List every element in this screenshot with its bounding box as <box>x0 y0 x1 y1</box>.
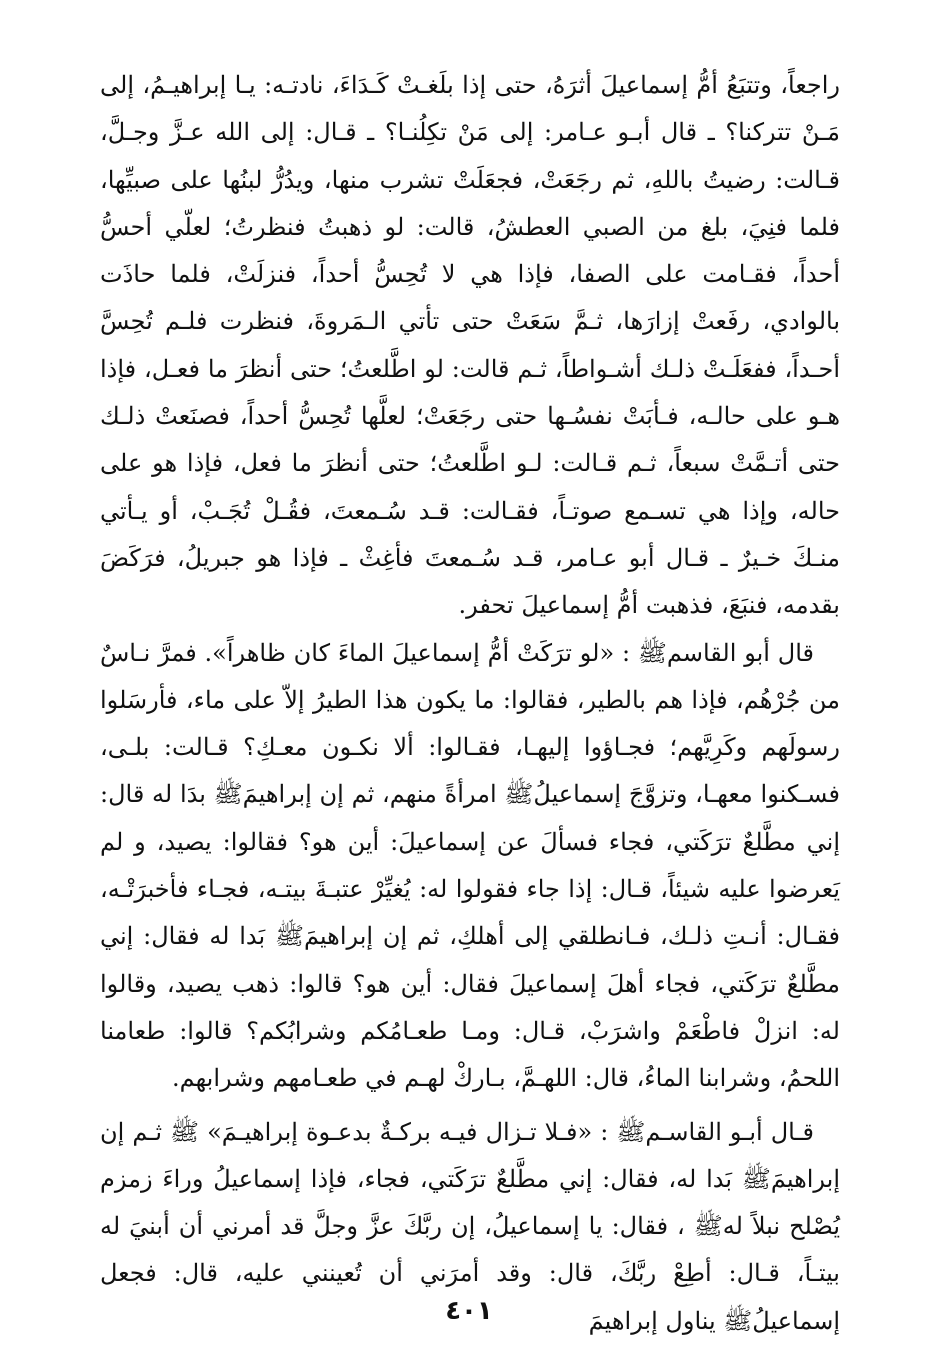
paragraph-1: راجعاً، وتتبَعُ أمُّ إسماعيلَ أثرَهُ، حتى إذا بلَغـتْ كَـدَاءَ، نادتـه: يـا إبراهيـمُ، إلى مَـنْ تتركنا؟ ـ قال أبـو عـامر: إلى مَنْ تكِلُنـا؟ ـ قـال: إلى الله عـزَّ وجـلَّ، قـالت: رضيتُ باللهِ، ثم رجَعَتْ، فجعَلَتْ تشرب منها، ويدُرُّ لبنُها على صبيِّها، فلما فنِيَ، بلغ من الصبي العطشُ، قالت: لو ذهبتُ فنظرتُ؛ لعلّي أحسُّ أحداً، فقـامت على الصفا، فإذا هي لا تُحِسُّ أحداً، فنزلَتْ، فلما حاذَت بالوادي، رفَعتْ إزارَها، ثـمَّ سَعَتْ حتى تأتي الـمَروةَ، فنظرت فلـم تُحِسَّ أحـداً، ففعَلَـتْ ذلـك أشـواطاً، ثـم قالت: لو اطَّلعتُ؛ حتى أنظرَ ما فعـل، فإذا هـو على حالـه، فـأبَتْ نفسُـها حتى رجَعَتْ؛ لعلَّها تُحِسُّ أحداً، فصنَعتْ ذلـك حتى أتـمَّتْ سبعاً، ثـم قـالت: لـو اطَّلعتُ؛ حتى أنظرَ ما فعل، فإذا هو على حاله، وإذا هي تسـمع صوتـاً، فقـالت: قـد سُـمعتَ، فقُـلْ تُجَـبْ، أو يـأتي منـكَ خـيرٌ ـ قـال أبو عـامر، قـد سُـمعتَ فأغِثْ ـ فإذا هو جبريلُ، فرَكَضَ بقدمه، فنبَعَ، فذهبت أمُّ إسماعيلَ تحفر. <box>100 71 841 620</box>
paragraph-3: قـال أبـو القاسـمﷺ : «فـلا تـزال فيـه بركـةٌ بدعـوة إبراهيـمَ» ﷺ ثـم إن إبراهيمَﷺ بَدا له، فقال: إني مطَّلعٌ ترَكَتي، فجاء، فإذا إسماعيلُ وراءَ زمزم يُصْلح نبلاً لهﷺ ، فقال: يا إسماعيلُ، إن ربَّكَ عزَّ وجلَّ قد أمرني أن أبنيَ له بيتـاً، قـال: أطِعْ ربَّكَ، قال: وقد أمرَني أن تُعينني عليه، قال: فجعل إسماعيلُﷺ يناول إبراهيمَ <box>100 1117 840 1335</box>
page-number: ٤٠١ <box>445 1296 493 1326</box>
paragraph-2: قال أبو القاسمﷺ : «لو ترَكَتْ أمُّ إسماعيلَ الماءَ كان ظاهراً». فمرَّ نـاسٌ من جُرْهُم، فإذا هم بالطير، فقالوا: ما يكون هذا الطيرُ إلاّ على ماء، فأرسَلوا رسولَهم وكَرِيَّهم؛ فجـاؤوا إليهـا، فقـالوا: ألا نكـون معـكِ؟ قـالت: بلـى، فسـكنوا معهـا، وتزوَّجَ إسماعيلُﷺ امرأةً منهم، ثم إن إبراهيمَﷺ بدَا له قال: إني مطَّلعٌ ترَكَتي، فجاء فسألَ عن إسماعيلَ: أين هو؟ فقالوا: يصيد، و لم يَعرضوا عليه شيئاً، قـال: إذا جاء فقولوا له: يُغيِّرْ عتبـةَ بيتـه، فجـاء فأخبرَتْـه، فقـال: أنـتِ ذلـك، فـانطلقي إلى أهلكِ، ثم إن إبراهيمَﷺ بَدا له فقال: إني مطَّلعٌ ترَكَتي، فجاء أهلَ إسماعيلَ فقال: أين هو؟ قالوا: ذهب يصيد، وقالوا له: انزلْ فاطْعَمْ واشرَبْ، قـال: ومـا طعـامُكم وشرابُكم؟ قالوا: طعامنا اللحمُ، وشرابنا الماءُ، قال: اللهـمَّ، بـاركْ لهـم في طعـامهم وشرابهم. <box>100 638 840 1093</box>
